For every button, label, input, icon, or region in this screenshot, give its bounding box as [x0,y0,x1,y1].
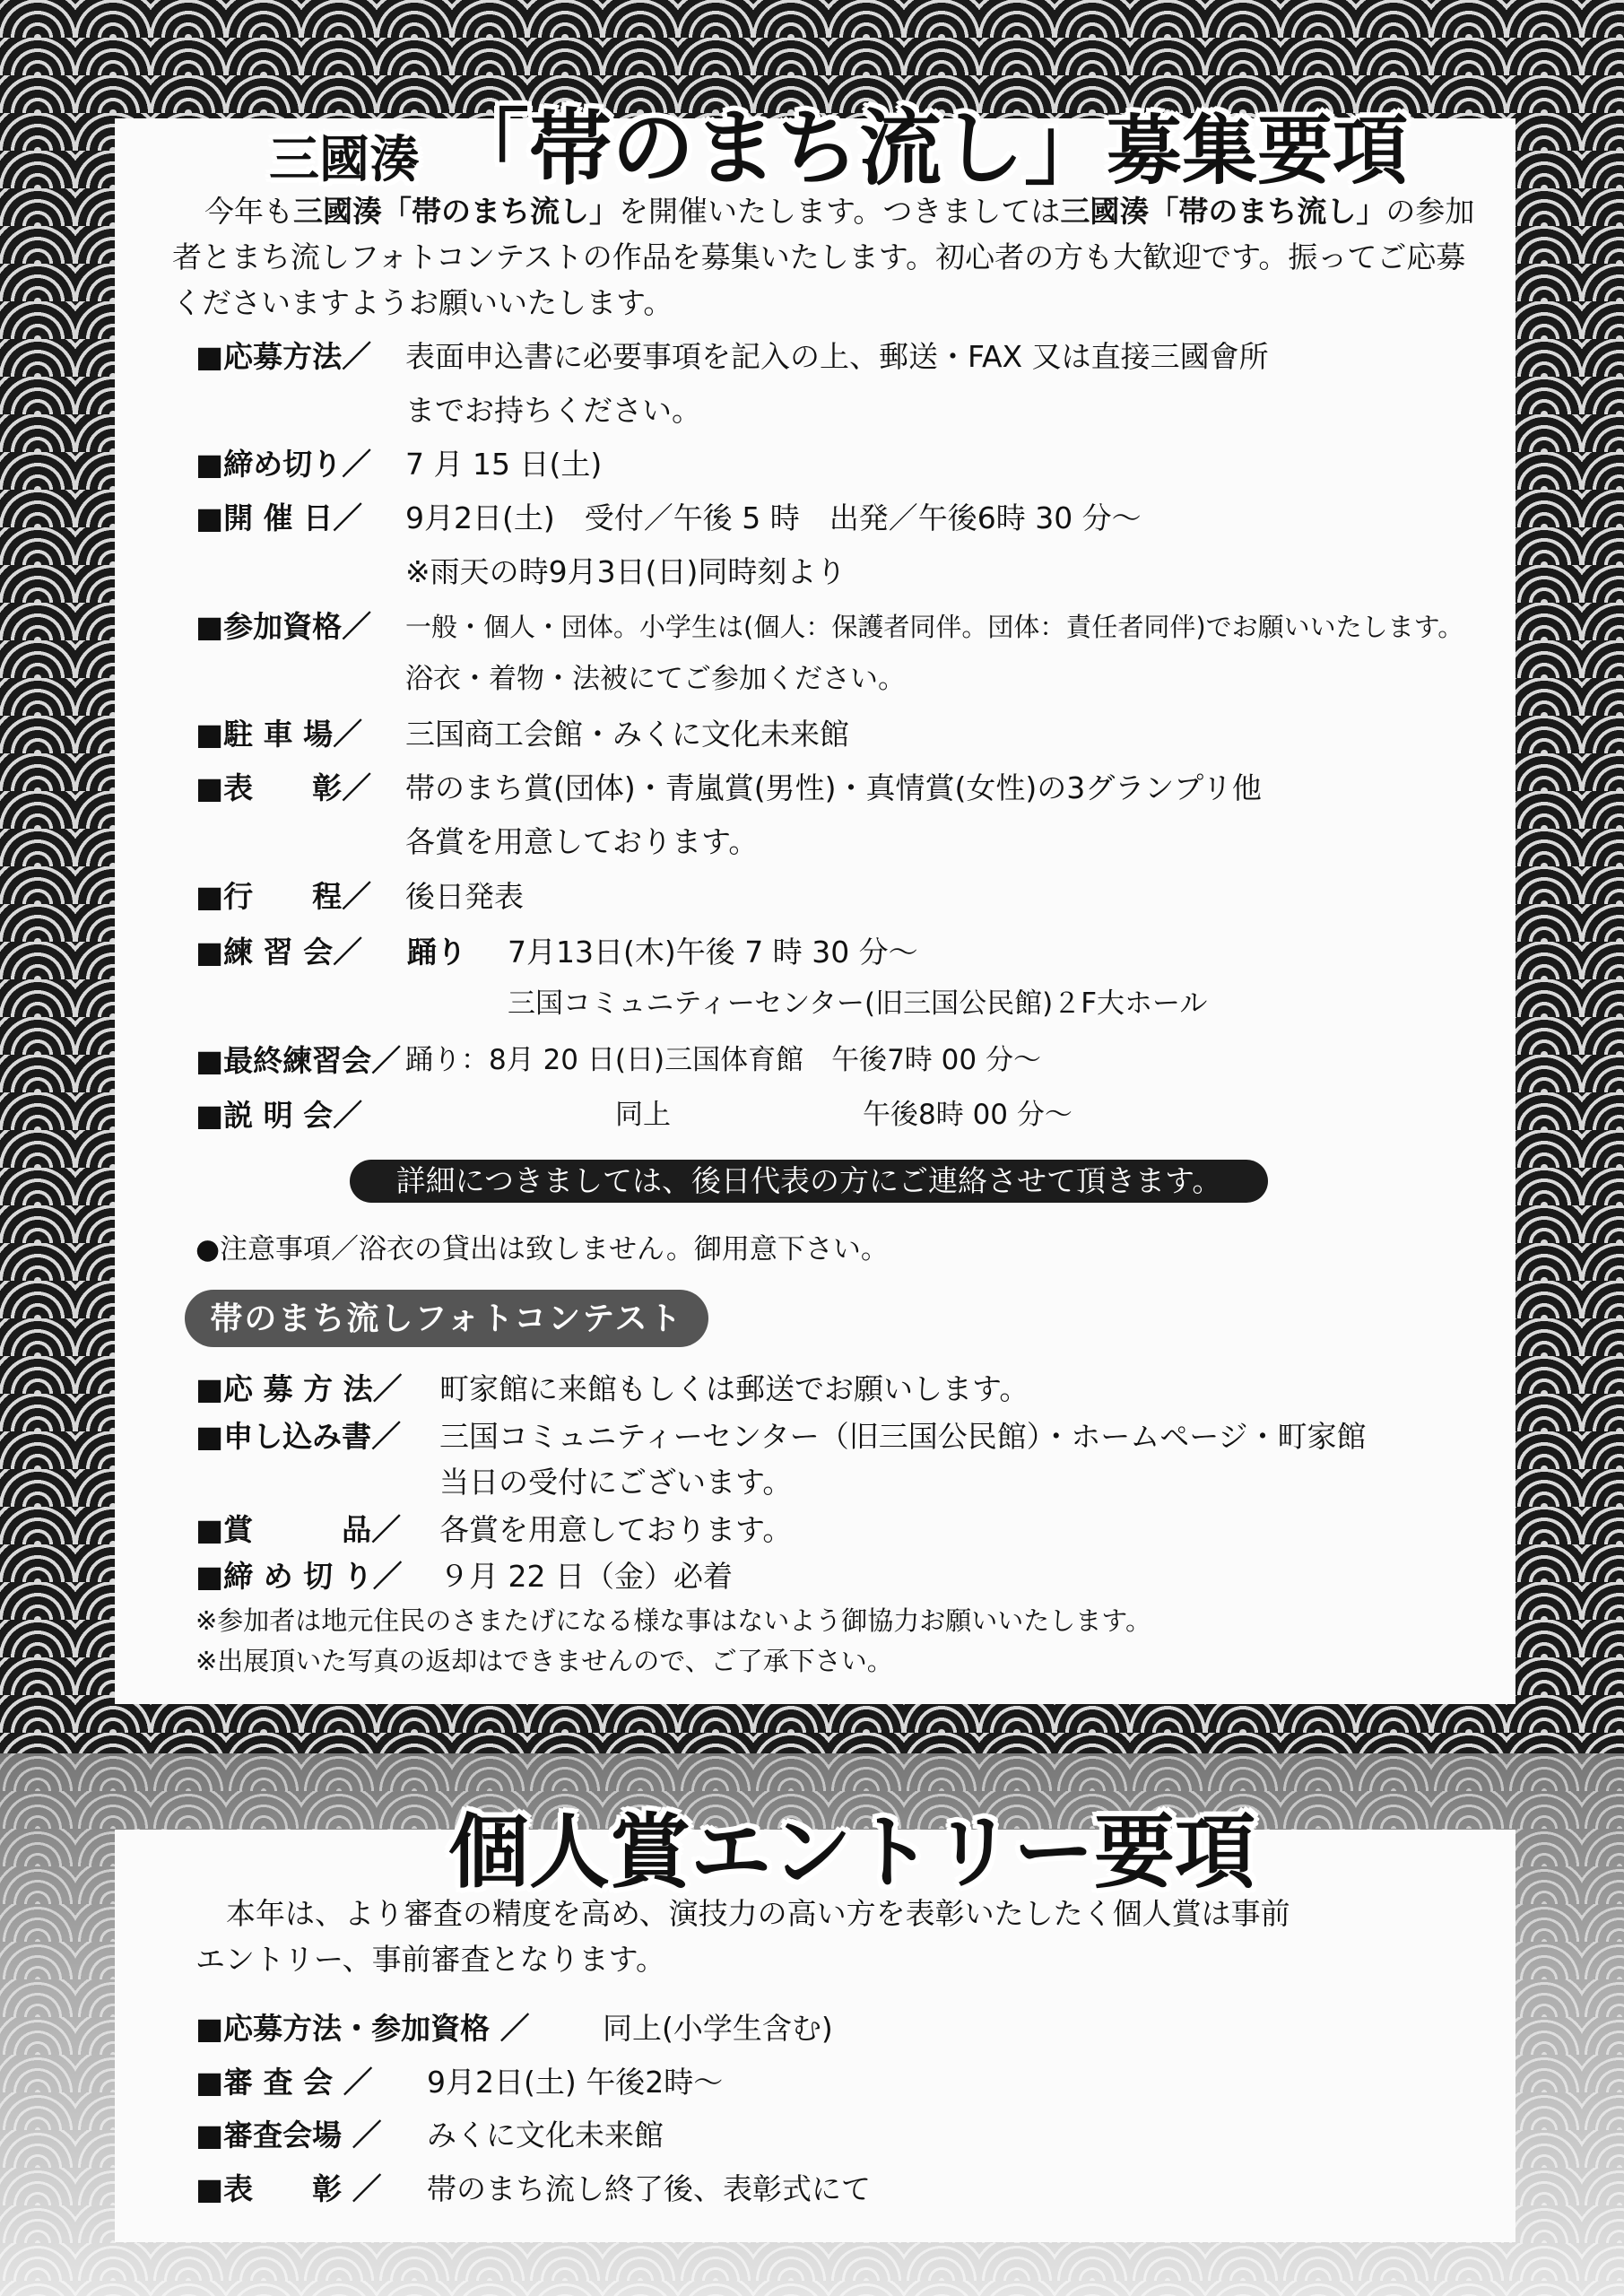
award-value-ceremony: 帯のまち流し終了後、表彰式にて [427,2171,871,2206]
item-value-application-1: 表面申込書に必要事項を記入の上、郵送・FAX 又は直接三國會所 [405,339,1269,374]
item-value-briefing-time: 午後8時 00 分～ [863,1099,1073,1131]
award-label-judging: ■審 査 会 ／ [195,2065,373,2100]
item-value-date-1: 9月2日(土) 受付／午後 5 時 出発／午後6時 30 分～ [405,500,1142,535]
photo-label-deadline: ■締 め 切 り／ [195,1559,403,1594]
award-label-ceremony: ■表 彰 ／ [195,2171,382,2206]
intro-line-1: 今年も三國湊「帯のまち流し」を開催いたします。つきましては三國湊「帯のまち流し」の参加 [204,194,1475,229]
photo-label-method: ■応 募 方 法／ [195,1371,403,1406]
award-intro-line-2: エントリー、事前審査となります。 [195,1942,666,1977]
item-value-parking: 三国商工会館・みくに文化未来館 [405,717,849,752]
title-suffix: 募集要項 [1107,106,1409,195]
item-label-eligibility: ■参加資格／ [195,609,372,644]
individual-award-title: 個人賞エントリー要項 [448,1805,1255,1900]
item-label-briefing: ■説 明 会／ [195,1098,363,1133]
item-value-practice-2: 三国コミュニティーセンター(旧三国公民館)２F大ホール [508,987,1208,1020]
award-value-application: 同上(小学生含む) [603,2011,833,2046]
photo-value-form-2: 当日の受付にございます。 [439,1465,793,1500]
item-value-award-2: 各賞を用意しております。 [405,824,759,859]
item-value-itinerary: 後日発表 [405,879,524,914]
item-value-eligibility-2: 浴衣・着物・法被にてご参加ください。 [405,663,906,695]
photo-value-deadline: ９月 22 日（金）必着 [439,1559,733,1594]
item-value-practice-1: 7月13日(木)午後 7 時 30 分～ [508,935,918,970]
intro-line-2: 者とまち流しフォトコンテストの作品を募集いたします。初心者の方も大歓迎です。振ってご応募 [172,239,1466,274]
photo-value-prize: 各賞を用意しております。 [439,1512,793,1547]
item-label-parking: ■駐 車 場／ [195,717,363,752]
item-label-date: ■開 催 日／ [195,500,363,535]
title-prefix: 三國湊 [269,130,420,189]
photo-note-2: ※出展頂いた写真の返却はできませんので、ご了承下さい。 [195,1646,893,1676]
intro-line-3: くださいますようお願いいたします。 [172,285,673,320]
item-label-award: ■表 彰／ [195,770,372,805]
photo-label-form: ■申し込み書／ [195,1419,402,1454]
item-label-application: ■応募方法／ [195,339,372,374]
item-sublabel-dance: 踊り [407,935,466,970]
item-label-practice: ■練 習 会／ [195,935,363,970]
photo-value-method: 町家館に来館もしくは郵送でお願いします。 [439,1371,1029,1406]
item-value-application-2: までお持ちください。 [405,393,701,428]
item-label-itinerary: ■行 程／ [195,879,372,914]
award-label-application: ■応募方法・参加資格 ／ [195,2011,530,2046]
award-label-venue: ■審査会場 ／ [195,2118,382,2152]
photo-note-1: ※参加者は地元住民のさまたげになる様な事はないよう御協力お願いいたします。 [195,1605,1151,1636]
photo-contest-heading: 帯のまち流しフォトコンテスト [185,1290,708,1347]
item-label-final-practice: ■最終練習会／ [195,1043,402,1078]
item-value-briefing-place: 同上 [615,1099,671,1131]
item-value-date-2: ※雨天の時9月3日(日)同時刻より [405,554,847,589]
recruitment-title [269,83,1408,201]
item-value-eligibility-1: 一般・個人・団体。小学生は(個人：保護者同伴。団体：責任者同伴)でお願いいたします。 [405,612,1464,642]
notice-pill: 詳細につきましては、後日代表の方にご連絡させて頂きます。 [350,1160,1268,1203]
item-value-award-1: 帯のまち賞(団体)・青嵐賞(男性)・真情賞(女性)の3グランプリ他 [405,770,1262,805]
award-intro-line-1: 本年は、より審査の精度を高め、演技力の高い方を表彰いたしたく個人賞は事前 [226,1896,1290,1931]
photo-label-prize: ■賞 品／ [195,1512,402,1547]
title-main: 「帯のまち流し」 [447,100,1107,196]
caution-note: ●注意事項／浴衣の貸出は致しません。御用意下さい。 [195,1233,889,1265]
item-value-deadline: 7 月 15 日(土) [405,447,603,482]
award-value-venue: みくに文化未来館 [427,2118,664,2152]
award-value-judging: 9月2日(土) 午後2時～ [427,2065,724,2100]
item-value-final-practice: 踊り：8月 20 日(日)三国体育館 午後7時 00 分～ [405,1044,1041,1076]
item-label-deadline: ■締め切り／ [195,447,372,482]
photo-value-form-1: 三国コミュニティーセンター（旧三国公民館）・ホームページ・町家館 [439,1419,1367,1454]
